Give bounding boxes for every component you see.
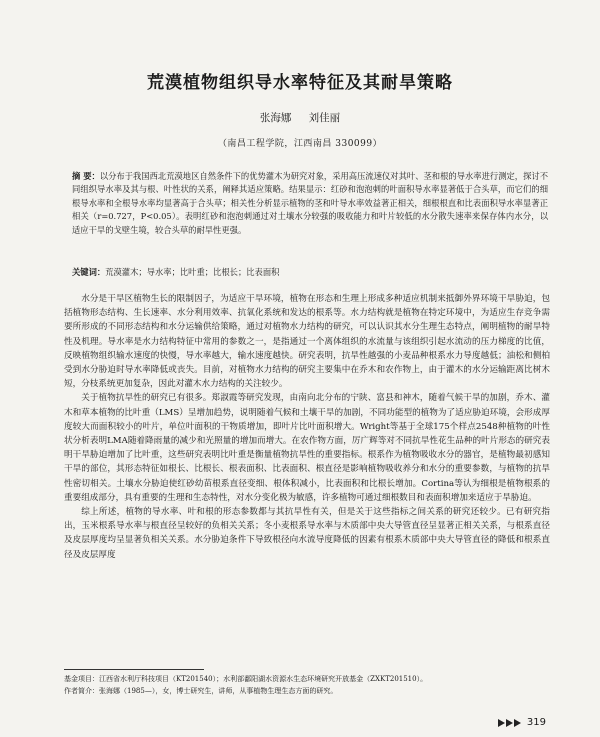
authors: 张海娜 刘佳丽 [259, 112, 341, 124]
fund-note: 基金项目：江西省水利厅科技项目（KT201540）；水利部鄱阳湖水资源水生态环境研究开放基金（ZXKT201510）。 [64, 675, 428, 683]
page-footer [498, 717, 546, 728]
body-paragraph: 水分是干旱区植物生长的限制因子，为适应干旱环境，植物在形态和生理上形成多种适应机制来抵御外界环境干旱胁迫，包括植物形态结构、生长速率、水分利用效率、抗氧化系统和发达的根系等。水力结构就是植物在特定环境中，为适应生存竞争需要所形成的不同形态结构和水分运输供给策略，通过对植物水力结构的研究，可以认识其水分生理生态特点，阐明植物的耐旱特性及机理。导水率是水力结构特征中常用的参数之一，是指通过一个离体组织的水流量与该组织引起水流动的压力梯度的比值，反映植物组织输水速度的快慢，导水率越大，输水速度越快。研究表明，抗旱性越强的小麦品种根系水力导度越低；油松和侧柏受到水分胁迫时导水率降低或丧失。目前，对植物水力结构的研究主要集中在乔木和农作物上，由于灌木的水分运输距离比树木短，分枝系统更加复杂，因此对灌木水力结构的关注较少。 [64, 294, 550, 390]
body-paragraph: 综上所述，植物的导水率、叶和根的形态参数都与其抗旱性有关，但是关于这些指标之间关系的研究还较少。已有研究指出，玉米根系导水率与根直径呈较好的负相关关系；冬小麦根系导水率与木质部中央大导管直径呈显著正相关关系，与根系直径及皮层厚度均呈显著负相关关系。水分胁迫条件下导致根径向水流导度降低的因素有根系木质部中央大导管直径的降低和根系直径及皮层厚度 [64, 507, 550, 560]
keywords-text: 荒漠灌木；导水率；比叶重；比根长；比表面积 [105, 267, 280, 277]
author-note: 作者简介：张海娜（1985—），女，博士研究生，讲师，从事植物生理生态方面的研究。 [64, 687, 338, 695]
triangle-marks-icon [498, 719, 521, 727]
page-number: 319 [526, 717, 546, 728]
keywords [72, 266, 548, 279]
keywords-label: 关键词： [72, 267, 106, 277]
abstract-text: 以分布于我国西北荒漠地区自然条件下的优势灌木为研究对象，采用高压流速仪对其叶、茎和根的导水率进行测定，探讨不同组织导水率及其与根、叶性状的关系，阐释其适应策略。结果显示：红砂和泡泡刺的叶面积导水率显著低于合头草，而它们的细根导水率和全根导水率均显著高于合头草；相关性分析显示植物的茎和叶导水率效益著正相关，细根根直和比表面积导水率显著正相关（r=0.727，P<0.05）。表明红砂和泡泡刺通过对土壤水分较强的吸收能力和叶片较低的水分散失速率来保存体内水分，以适应干旱的戈壁生境，较合头草的耐旱性更强。 [72, 171, 548, 235]
body-text [64, 292, 550, 562]
abstract [72, 170, 548, 237]
footnote-rule [64, 669, 204, 670]
body-paragraph: 关于植物抗旱性的研究已有很多。郑淑霞等研究发现，由南向北分布的宁陕、富县和神木，随着气候干旱的加剧，乔木、灌木和草本植物的比叶重（LMS）呈增加趋势，说明随着气候和土壤干旱的加剧，不同功能型的植物为了适应胁迫环境，会形成厚度较大而面积较小的叶片，单位叶面积的干物质增加，即叶片比叶面积增大。Wright等基于全球175个样点2548种植物的叶性状分析表明LMA随着降雨量的减少和光照量的增加而增大。在农作物方面，厉广辉等对不同抗旱性花生品种的叶片形态的研究表明干旱胁迫增加了比叶重，这些研究表明比叶重是衡量植物抗旱性的重要指标。根系作为植物吸收水分的器官，是植物最初感知干旱的部位，其形态特征如根长、比根长、根表面积、比表面积、根直径是影响植物吸收养分和水分的重要参数，与植物的抗旱性密切相关。土壤水分胁迫使红砂幼苗根系直径变细、根体积减小，比表面积和比根长增加。Cortina等认为细根是植物根系的重要组成部分，具有重要的生理和生态特性，对水分变化极为敏感，许多植物可通过细根数目和表面积增加来适应于旱胁迫。 [64, 393, 550, 503]
paper-title: 荒漠植物组织导水率特征及其耐旱策略 [147, 73, 453, 93]
affiliation: （南昌工程学院，江西南昌 330099） [217, 139, 383, 149]
footnotes [64, 673, 550, 697]
abstract-label: 摘 要： [72, 171, 100, 181]
